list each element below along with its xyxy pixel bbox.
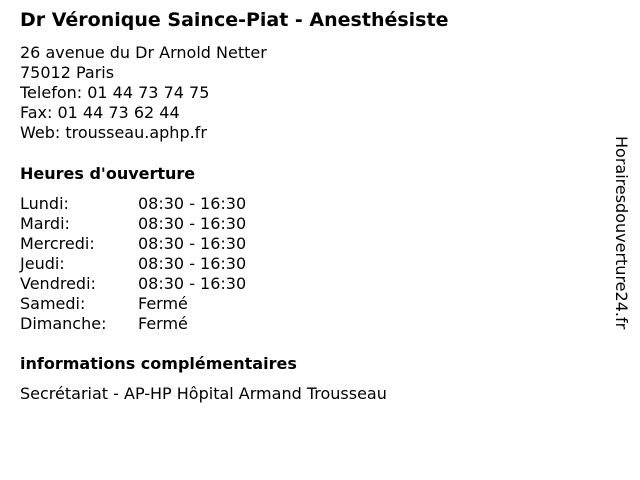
fax-number: Fax: 01 44 73 62 44: [20, 103, 180, 122]
city-postal: 75012 Paris: [20, 63, 115, 82]
day-label: Mercredi:: [20, 234, 95, 253]
day-label: Jeudi:: [20, 254, 65, 273]
hours-row-thursday: [20, 254, 246, 274]
day-label: Samedi:: [20, 294, 86, 313]
day-label: Dimanche:: [20, 314, 107, 333]
page-title: Dr Véronique Saince-Piat - Anesthésiste: [20, 9, 449, 31]
hours-row-wednesday: [20, 234, 246, 254]
phone-number: Telefon: 01 44 73 74 75: [20, 83, 210, 102]
hours-row-friday: [20, 274, 246, 294]
street-address: 26 avenue du Dr Arnold Netter: [20, 43, 267, 62]
hours-row-tuesday: [20, 214, 246, 234]
day-hours: 08:30 - 16:30: [138, 234, 247, 253]
day-hours: 08:30 - 16:30: [138, 274, 247, 293]
watermark-text: Horairesdouverture24.fr: [612, 136, 631, 330]
day-hours: Fermé: [138, 294, 188, 313]
opening-hours-heading: Heures d'ouverture: [20, 164, 196, 183]
day-label: Mardi:: [20, 214, 70, 233]
hours-row-monday: [20, 194, 246, 214]
day-hours: 08:30 - 16:30: [138, 254, 247, 273]
day-label: Vendredi:: [20, 274, 96, 293]
hours-row-saturday: [20, 294, 246, 314]
opening-hours-table: [20, 194, 246, 334]
day-hours: Fermé: [138, 314, 188, 333]
day-hours: 08:30 - 16:30: [138, 214, 247, 233]
day-hours: 08:30 - 16:30: [138, 194, 247, 213]
day-label: Lundi:: [20, 194, 69, 213]
additional-info-heading: informations complémentaires: [20, 354, 297, 373]
address-block: [20, 43, 267, 143]
hours-row-sunday: [20, 314, 246, 334]
website: Web: trousseau.aphp.fr: [20, 123, 207, 142]
additional-info-text: Secrétariat - AP-HP Hôpital Armand Trousseau: [20, 384, 387, 403]
